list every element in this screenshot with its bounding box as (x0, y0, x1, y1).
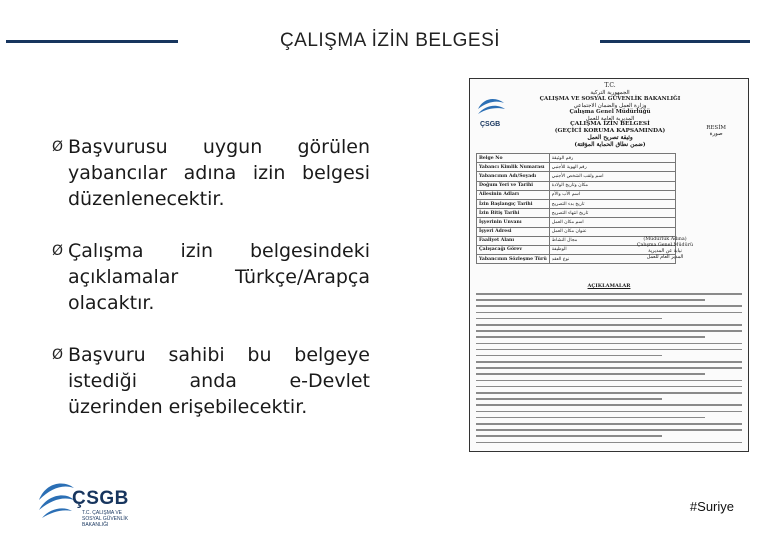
permit-field-row (477, 172, 676, 181)
slide-title: ÇALIŞMA İZİN BELGESİ (279, 30, 501, 51)
permit-field-row (477, 218, 676, 227)
title-rule-left (6, 40, 178, 43)
bullet-text: Başvuru sahibi bu belgeye istediği anda e-Devlet üzerinden erişebilecektir. (68, 344, 370, 418)
field-value: مكان وتاريخ الولادة (549, 181, 675, 190)
field-value: اسم ولقب الشخص الأجنبي (549, 172, 675, 181)
field-value: تاريخ بدء التصريح (549, 199, 675, 208)
field-label: Yabancının Adı/Soyadı (477, 172, 550, 181)
field-label: İzin Bitiş Tarihi (477, 209, 550, 218)
field-label: İşyerinin Unvanı (477, 218, 550, 227)
field-value: اسم الأب والأم (549, 190, 675, 199)
field-value: اسم مكان العمل (549, 218, 675, 227)
work-permit-document-image (469, 78, 749, 452)
field-value: تاريخ انتهاء التصريح (549, 209, 675, 218)
bullet-item (52, 134, 370, 212)
photo-placeholder-label: RESİM صورة (706, 125, 726, 137)
notes-title: AÇIKLAMALAR (587, 283, 631, 289)
notes-text-lines (476, 293, 742, 448)
document-logo: ÇSGB (474, 95, 514, 128)
field-label: Çalışacağı Görev (477, 245, 550, 254)
bullet-item (52, 238, 370, 316)
permit-field-row (477, 181, 676, 190)
field-value: رقم الوثيقة (549, 154, 675, 163)
field-value: الوظيفة (549, 245, 675, 254)
field-label: Doğum Yeri ve Tarihi (477, 181, 550, 190)
permit-field-row (477, 154, 676, 163)
logo-subtitle: T.C. ÇALIŞMA VE SOSYAL GÜVENLİK BAKANLIĞI (82, 510, 129, 528)
field-value: رقم الهوية للأجنبي (549, 163, 675, 172)
permit-field-row (477, 163, 676, 172)
permit-field-row (477, 227, 676, 236)
csgb-logo-icon (474, 95, 508, 117)
field-label: Yabancı Kimlik Numarası (477, 163, 550, 172)
signature-block: (Müdürlük Adına) Çalışma Genel Müdürü نيابة عن المديرية المدير العام للعمل (636, 237, 694, 260)
arrow-bullet-icon: Ø (52, 347, 64, 363)
field-label: Ailesinin Adları (477, 190, 550, 199)
arrow-bullet-icon: Ø (52, 139, 64, 155)
field-label: Yabancının Sözleşme Türü (477, 255, 550, 264)
arrow-bullet-icon: Ø (52, 243, 64, 259)
csgb-logo (36, 478, 146, 528)
field-label: Belge No (477, 154, 550, 163)
title-rule-right (600, 40, 750, 43)
bullet-text: Başvurusu uygun görülen yabancılar adına izin belgesi düzenlenecektir. (68, 136, 370, 210)
field-label: İzin Başlangıç Tarihi (477, 199, 550, 208)
field-value: مجال النشاط (549, 236, 675, 245)
csgb-logo-icon (36, 478, 76, 520)
permit-field-row (477, 190, 676, 199)
logo-name: ÇSGB (72, 488, 129, 509)
field-label: İşyeri Adresi (477, 227, 550, 236)
permit-field-row (477, 199, 676, 208)
hashtag-label: #Suriye (689, 499, 734, 514)
field-value: عنوان مكان العمل (549, 227, 675, 236)
permit-field-row (477, 209, 676, 218)
bullet-item (52, 342, 370, 420)
field-value: نوع العقد (549, 255, 675, 264)
bullet-text: Çalışma izin belgesindeki açıklamalar Türkçe/Arapça olacaktır. (68, 240, 370, 314)
form-title: ÇALIŞMA İZİN BELGESİ (GEÇİCİ KORUMA KAPSAMINDA) وثيقة تصريح العمل (ضمن نطاق الحماية المؤقتة) (554, 121, 666, 148)
document-header: T.C. الجمهورية التركية ÇALIŞMA VE SOSYAL GÜVENLİK BAKANLIĞI وزارة العمل والضمان الاجتماعي Çalışma Genel Müdürlüğü المديرية العامة للعمل (539, 82, 681, 122)
field-label: Faaliyet Alanı (477, 236, 550, 245)
